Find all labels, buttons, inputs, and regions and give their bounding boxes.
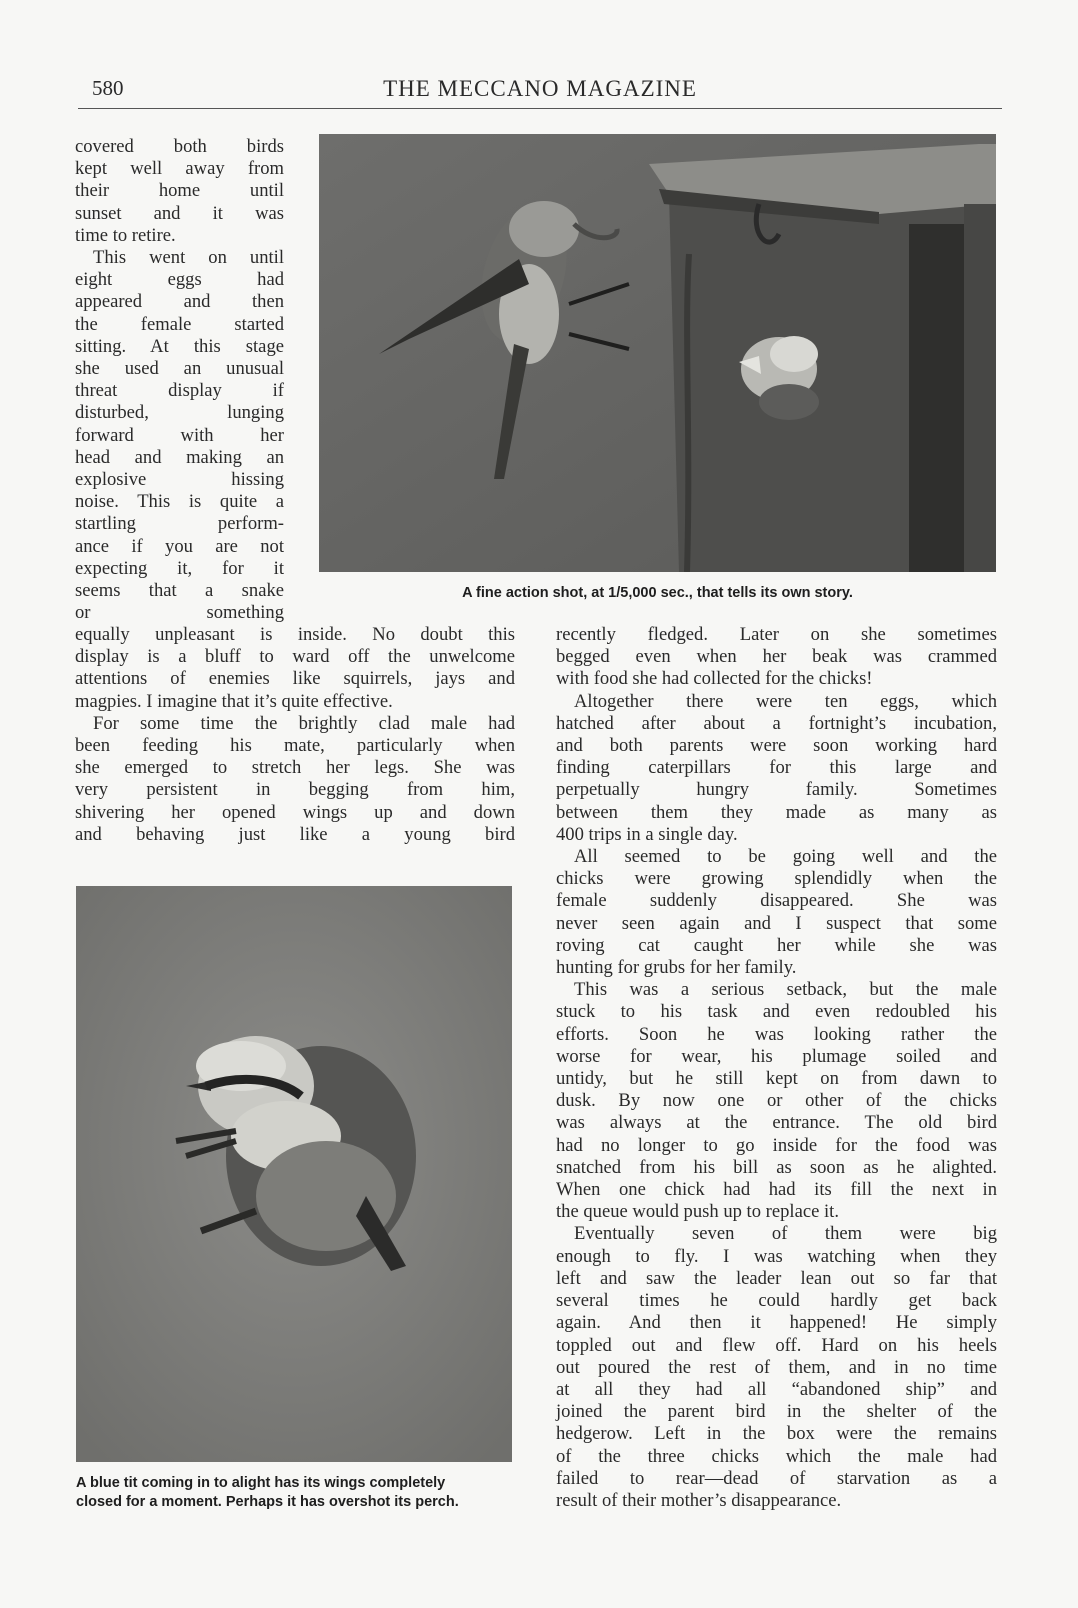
text-line: forward with her <box>75 424 284 446</box>
text-line: noise. This is quite a <box>75 491 284 513</box>
text-line: finding caterpillars for this large and <box>556 757 997 779</box>
text-line: hunting for grubs for her family. <box>556 957 797 979</box>
text-line: Altogether there were ten eggs, which <box>574 690 997 712</box>
text-line: 400 trips in a single day. <box>556 823 738 845</box>
text-line: she used an unusual <box>75 358 284 380</box>
text-line: out poured the rest of them, and in no time <box>556 1356 997 1378</box>
text-line: been feeding his mate, particularly when <box>75 735 515 757</box>
text-line: result of their mother’s disappearance. <box>556 1489 842 1511</box>
text-line: enough to fly. I was watching when they <box>556 1245 997 1267</box>
text-line: covered both birds <box>75 136 284 157</box>
page-number: 580 <box>92 76 124 100</box>
photo-bird-at-nest-box <box>319 134 996 572</box>
text-line: failed to rear—dead of starvation as a <box>556 1467 997 1489</box>
text-line: attentions of enemies like squirrels, jays and <box>75 668 515 690</box>
text-line: explosive hissing <box>75 469 284 491</box>
text-line: and both parents were soon working hard <box>556 735 997 757</box>
narrow-text-column <box>75 136 284 624</box>
text-line: had no longer to go inside for the food was <box>556 1134 997 1156</box>
text-line: again. And then it happened! He simply <box>556 1312 997 1334</box>
text-line: disturbed, lunging <box>75 402 284 424</box>
text-line: sitting. At this stage <box>75 335 284 357</box>
text-line: head and making an <box>75 446 284 468</box>
text-line: kept well away from <box>75 158 284 180</box>
text-line: and behaving just like a young bird <box>75 823 515 845</box>
text-line: she emerged to stretch her legs. She was <box>75 757 515 779</box>
left-text-column <box>75 624 515 846</box>
text-line: time to retire. <box>75 224 176 246</box>
text-line: the female started <box>75 313 284 335</box>
text-line: with food she had collected for the chicks! <box>556 668 873 690</box>
text-line: begged even when her beak was crammed <box>556 646 997 668</box>
text-line: between them they made as many as <box>556 801 997 823</box>
text-line: startling perform- <box>75 513 284 535</box>
text-line: several times he could hardly get back <box>556 1290 997 1312</box>
text-line: All seemed to be going well and the <box>574 846 997 868</box>
photo-blue-tit-in-flight <box>76 886 512 1462</box>
text-line: sunset and it was <box>75 202 284 224</box>
text-line: This went on until <box>93 247 284 269</box>
text-line: chicks were growing splendidly when the <box>556 868 997 890</box>
text-line: shivering her opened wings up and down <box>75 801 515 823</box>
text-line: hedgerow. Left in the box were the remains <box>556 1423 997 1445</box>
text-line: left and saw the leader lean out so far that <box>556 1267 997 1289</box>
text-line: stuck to his task and even redoubled his <box>556 1001 997 1023</box>
text-line: or something <box>75 602 284 624</box>
text-line: joined the parent bird in the shelter of the <box>556 1401 997 1423</box>
text-line: roving cat caught her while she was <box>556 934 997 956</box>
blue-tit-photo-illustration <box>76 886 512 1462</box>
text-line: never seen again and I suspect that some <box>556 912 997 934</box>
text-line: worse for wear, his plumage soiled and <box>556 1045 997 1067</box>
text-line: very persistent in begging from him, <box>75 779 515 801</box>
text-line: hatched after about a fortnight’s incubation, <box>556 712 997 734</box>
text-line: For some time the brightly clad male had <box>93 712 515 734</box>
text-line: This was a serious setback, but the male <box>574 979 997 1001</box>
top-photo-caption: A fine action shot, at 1/5,000 sec., that tells its own story. <box>462 585 853 601</box>
text-line: perpetually hungry family. Sometimes <box>556 779 997 801</box>
text-line: magpies. I imagine that it’s quite effective. <box>75 690 393 712</box>
text-line: When one chick had had its fill the next in <box>556 1179 997 1201</box>
text-line: their home until <box>75 180 284 202</box>
text-line: Eventually seven of them were big <box>574 1223 997 1245</box>
text-line: equally unpleasant is inside. No doubt this <box>75 624 515 645</box>
right-text-column <box>556 624 997 1512</box>
page-header <box>78 72 1002 109</box>
text-line: eight eggs had <box>75 269 284 291</box>
text-line: was always at the entrance. The old bird <box>556 1112 997 1134</box>
text-line: dusk. By now one or other of the chicks <box>556 1090 997 1112</box>
text-line: efforts. Soon he was looking rather the <box>556 1023 997 1045</box>
nest-box-photo-illustration <box>319 134 996 572</box>
magazine-title: THE MECCANO MAGAZINE <box>383 76 697 101</box>
text-line: display is a bluff to ward off the unwelcome <box>75 646 515 668</box>
text-line: untidy, but he still kept on from dawn to <box>556 1068 997 1090</box>
text-line: threat display if <box>75 380 284 402</box>
text-line: seems that a snake <box>75 580 284 602</box>
text-line: snatched from his bill as soon as he alighted. <box>556 1156 997 1178</box>
text-line: female suddenly disappeared. She was <box>556 890 997 912</box>
text-line: at all they had all “abandoned ship” and <box>556 1378 997 1400</box>
text-line: ance if you are not <box>75 535 284 557</box>
bottom-photo-caption <box>76 1474 516 1512</box>
text-line: recently fledged. Later on she sometimes <box>556 624 997 645</box>
text-line: expecting it, for it <box>75 557 284 579</box>
text-line: of the three chicks which the male had <box>556 1445 997 1467</box>
caption-line: closed for a moment. Perhaps it has overshot its perch. <box>76 1494 459 1510</box>
text-line: appeared and then <box>75 291 284 313</box>
caption-line: A blue tit coming in to alight has its wings completely <box>76 1475 446 1491</box>
text-line: the queue would push up to replace it. <box>556 1201 839 1223</box>
text-line: toppled out and flew off. Hard on his heels <box>556 1334 997 1356</box>
